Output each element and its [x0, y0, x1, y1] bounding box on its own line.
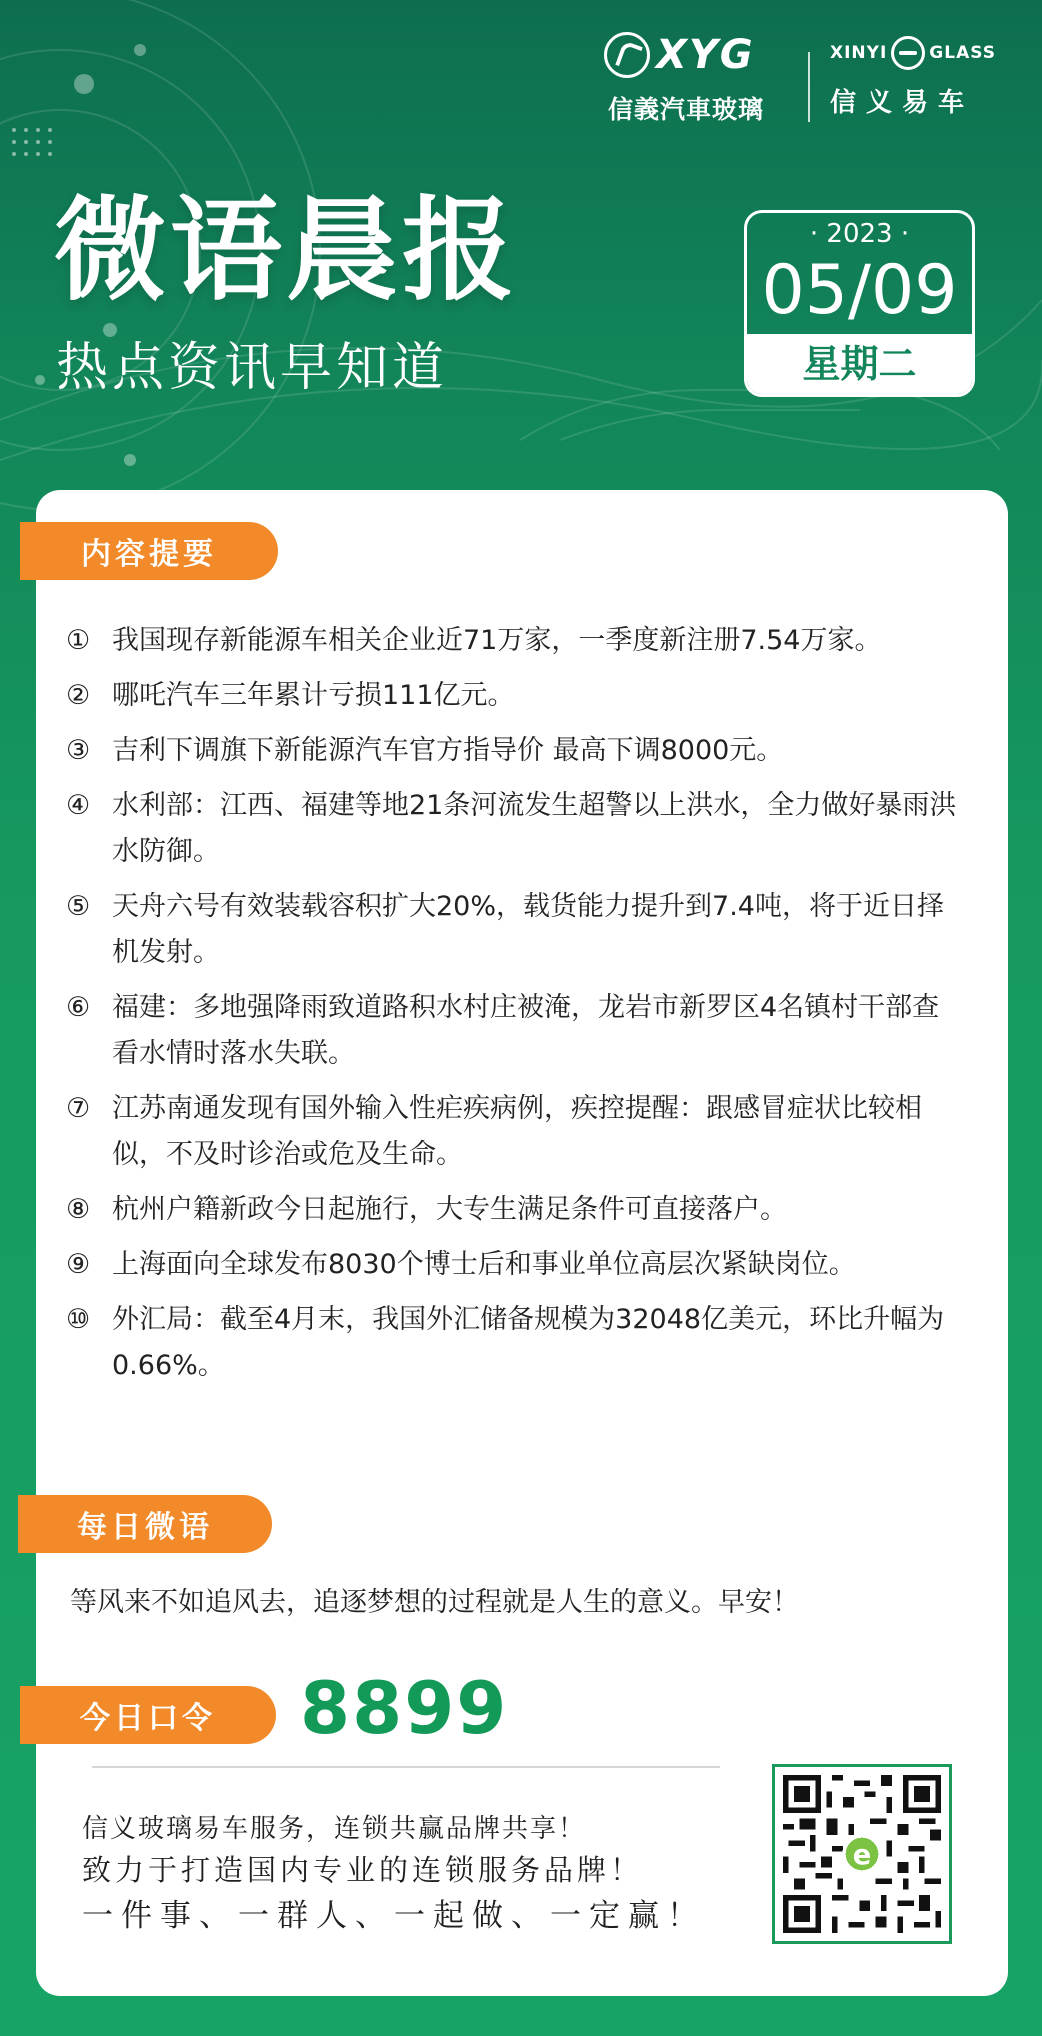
daily-section-tag: 每日微语 — [18, 1495, 272, 1553]
xyg-logo-word: XYG — [656, 32, 755, 78]
news-number: ⑤ — [66, 891, 91, 922]
news-number: ② — [66, 680, 91, 711]
xinyi-logo-en-left: XINYI — [830, 43, 888, 63]
date-year: · 2023 · — [809, 219, 910, 249]
sub-title: 热点资讯早知道 — [56, 338, 449, 398]
news-text: 福建：多地强降雨致道路积水村庄被淹，龙岩市新罗区4名镇村干部查看水情时落水失联。 — [112, 992, 940, 1069]
news-list — [66, 618, 966, 1398]
footer-divider — [92, 1766, 720, 1768]
daily-quote: 等风来不如追风去，追逐梦想的过程就是人生的意义。早安！ — [70, 1587, 799, 1618]
qr-code-icon — [783, 1775, 941, 1933]
news-number: ⑨ — [66, 1249, 91, 1280]
news-number: ⑥ — [66, 992, 91, 1023]
date-box — [744, 210, 975, 397]
news-text: 我国现存新能源车相关企业近71万家，一季度新注册7.54万家。 — [112, 625, 882, 656]
news-text: 上海面向全球发布8030个博士后和事业单位高层次紧缺岗位。 — [112, 1249, 856, 1280]
date-month-day: 05/09 — [761, 251, 958, 330]
news-item — [66, 783, 966, 875]
news-text: 天舟六号有效装载容积扩大20%，载货能力提升到7.4吨，将于近日择机发射。 — [112, 891, 944, 968]
news-item — [66, 884, 966, 976]
xinyi-logo — [830, 36, 1020, 126]
flame-logo-icon — [604, 32, 650, 78]
news-text: 江苏南通发现有国外输入性疟疾病例，疾控提醒：跟感冒症状比较相似，不及时诊治或危及生命。 — [112, 1093, 922, 1170]
slogan-line-2: 致力于打造国内专业的连锁服务品牌！ — [82, 1853, 644, 1887]
news-item — [66, 1187, 966, 1233]
news-text: 杭州户籍新政今日起施行，大专生满足条件可直接落户。 — [112, 1194, 787, 1225]
date-weekday: 星期二 — [747, 334, 972, 394]
news-number: ① — [66, 625, 91, 656]
news-text: 吉利下调旗下新能源汽车官方指导价 最高下调8000元。 — [112, 735, 784, 766]
news-text: 哪吒汽车三年累计亏损111亿元。 — [112, 680, 515, 711]
xyg-logo — [604, 32, 804, 122]
news-number: ⑦ — [66, 1093, 91, 1124]
xinyi-logo-chinese: 信义易车 — [830, 88, 975, 118]
news-number: ⑩ — [66, 1304, 91, 1335]
news-number: ③ — [66, 735, 91, 766]
news-number: ⑧ — [66, 1194, 91, 1225]
logo-divider — [808, 52, 810, 122]
news-item — [66, 985, 966, 1077]
news-item — [66, 618, 966, 664]
summary-section-tag: 内容提要 — [20, 522, 278, 580]
news-text: 外汇局：截至4月末，我国外汇储备规模为32048亿美元，环比升幅为0.66%。 — [112, 1304, 945, 1381]
slogan-line-3: 一件事、一群人、一起做、一定赢！ — [82, 1898, 706, 1934]
news-item — [66, 728, 966, 774]
passcode-section-tag: 今日口令 — [20, 1686, 276, 1744]
qr-center-letter: e — [852, 1839, 872, 1871]
passcode-value: 8899 — [300, 1666, 509, 1750]
news-item — [66, 1297, 966, 1389]
news-item — [66, 673, 966, 719]
xyg-logo-chinese: 信義汽車玻璃 — [608, 95, 765, 124]
qr-code[interactable] — [772, 1764, 952, 1944]
news-item — [66, 1086, 966, 1178]
news-text: 水利部：江西、福建等地21条河流发生超警以上洪水，全力做好暴雨洪水防御。 — [112, 790, 957, 867]
news-item — [66, 1242, 966, 1288]
ring-logo-icon — [891, 36, 925, 70]
main-title: 微语晨报 — [54, 186, 518, 316]
xinyi-logo-en-right: GLASS — [929, 43, 996, 63]
news-number: ④ — [66, 790, 91, 821]
slogan-line-1: 信义玻璃易车服务，连锁共赢品牌共享！ — [82, 1814, 587, 1844]
